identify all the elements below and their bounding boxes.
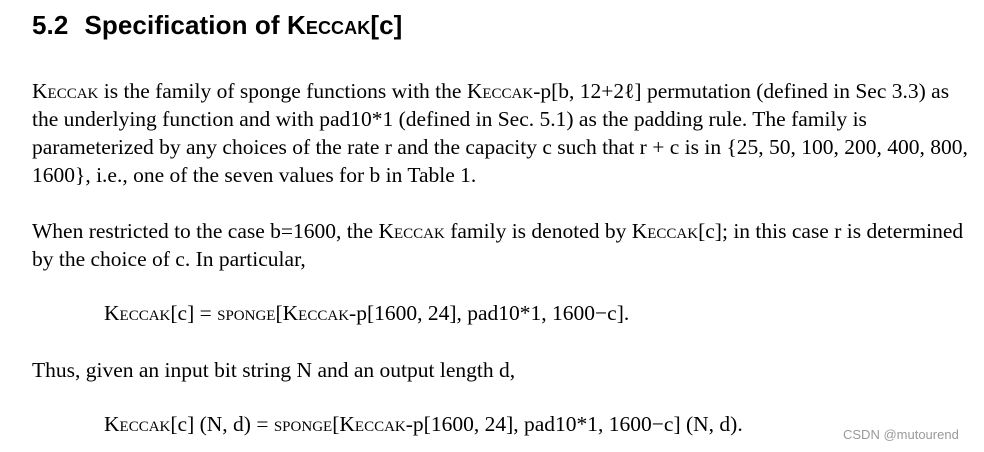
paragraph-text: -p[b, 12+2ℓ] permutation (defined in Sec 3.3) as the underlying function and with pad10*1 (defined in Sec. 5.1) as the padding rule. The family is parameterized by any choices of the rate r and the capacity c such that r + c is in {25, 50, 100, 200, 400, 800, 1600}, i.e., one of the seven values for b in Table 1. bbox=[32, 79, 968, 187]
equation-keccak-c bbox=[104, 299, 629, 327]
sponge-name: sponge bbox=[273, 412, 333, 436]
paragraph-restriction bbox=[32, 217, 972, 273]
keccak-name: Keccak bbox=[104, 412, 171, 436]
paragraph-input: Thus, given an input bit string N and an output length d, bbox=[32, 358, 516, 382]
keccak-name: Keccak bbox=[282, 301, 350, 325]
paragraph-text: When restricted to the case b=1600, the bbox=[32, 219, 379, 243]
section-title-suffix: [c] bbox=[370, 10, 403, 40]
section-number: 5.2 bbox=[32, 10, 69, 40]
section-heading bbox=[32, 10, 402, 41]
paragraph-text: [c]; in this case r is determined by the choice of c. In particular, bbox=[32, 219, 964, 271]
watermark: CSDN @mutourend bbox=[843, 427, 959, 442]
keccak-name: Keccak bbox=[32, 79, 99, 103]
paragraph-text: is the family of sponge functions with the bbox=[98, 79, 467, 103]
section-title-prefix: Specification of bbox=[84, 10, 287, 40]
equation-text: [c] (N, d) = bbox=[170, 412, 274, 436]
equation-keccak-nd bbox=[104, 410, 743, 438]
sponge-name: sponge bbox=[217, 301, 276, 325]
paragraph-definition bbox=[32, 77, 972, 189]
keccak-name: Keccak bbox=[104, 301, 171, 325]
equation-text: -p[1600, 24], pad10*1, 1600−c]. bbox=[349, 301, 630, 325]
section-title-name: Keccak bbox=[286, 10, 371, 40]
equation-text: -p[1600, 24], pad10*1, 1600−c] (N, d). bbox=[405, 412, 743, 436]
keccak-name: Keccak bbox=[631, 219, 699, 243]
equation-text: [ bbox=[332, 412, 340, 436]
equation-text: [ bbox=[275, 301, 283, 325]
paragraph-text: family is denoted by bbox=[444, 219, 632, 243]
keccak-name: Keccak bbox=[339, 412, 406, 436]
equation-text: [c] = bbox=[170, 301, 218, 325]
keccak-name: Keccak bbox=[466, 79, 534, 103]
keccak-name: Keccak bbox=[378, 219, 445, 243]
